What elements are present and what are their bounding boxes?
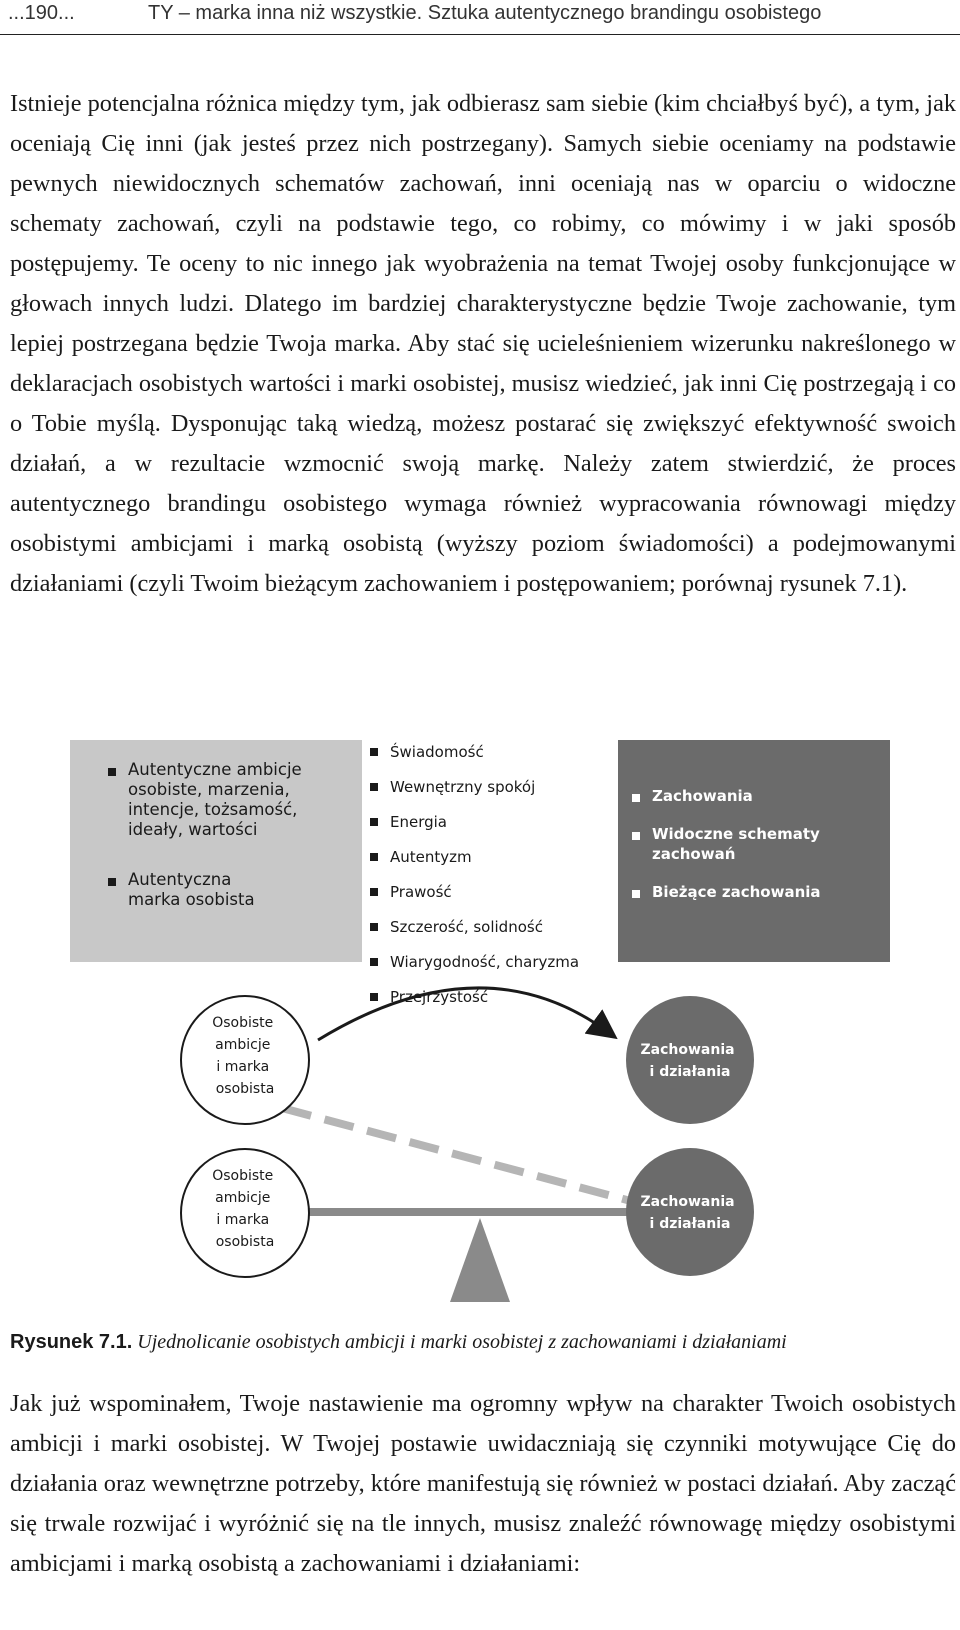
quality-item: Autentyzm (362, 847, 579, 867)
running-header (8, 0, 952, 26)
circle-label-line: Osobiste (212, 1015, 274, 1031)
running-title: TY – marka inna niż wszystkie. Sztuka autentycznego brandingu osobistego (148, 2, 822, 24)
quality-item: Świadomość (362, 742, 579, 762)
quality-item: Wiarygodność, charyzma (362, 952, 579, 972)
circle-label-line: i marka (216, 1212, 270, 1228)
quality-item: Szczerość, solidność (362, 917, 579, 937)
quality-item: Energia (362, 812, 579, 832)
behaviors-item: Zachowania (624, 786, 832, 806)
circle-label-line: ambicje (215, 1190, 271, 1206)
circle-label-line: i działania (649, 1064, 731, 1080)
balance-scale (0, 730, 960, 1320)
beam-tilted (282, 1108, 642, 1204)
circle-label-line: Zachowania (640, 1042, 735, 1058)
actions-circle-top (626, 996, 754, 1124)
quality-item: Prawość (362, 882, 579, 902)
fulcrum-icon (450, 1218, 510, 1302)
ambitions-item: Autentyczne ambicje osobiste, marzenia, intencje, tożsamość, ideały, wartości (100, 760, 318, 840)
circle-label-line: ambicje (215, 1037, 271, 1053)
circle-label-line: osobista (215, 1234, 275, 1250)
ambitions-item: Autentyczna marka osobista (100, 870, 278, 910)
header-rule (0, 34, 960, 35)
figure-caption (10, 1326, 956, 1358)
figure-7-1 (0, 730, 960, 1320)
circle-label-line: osobista (215, 1081, 275, 1097)
behaviors-item: Widoczne schematy zachowań (624, 824, 832, 864)
circle-label-line: Osobiste (212, 1168, 274, 1184)
circle-label-line: Zachowania (640, 1194, 735, 1210)
quality-item: Wewnętrzny spokój (362, 777, 579, 797)
caption-text: Ujednolicanie osobistych ambicji i marki osobistej z zachowaniami i działaniami (137, 1331, 787, 1353)
circle-label-line: i marka (216, 1059, 270, 1075)
actions-circle-bottom (626, 1148, 754, 1276)
body-paragraph-2: Jak już wspominałem, Twoje nastawienie ma ogromny wpływ na charakter Twoich osobistych ambicji i marki osobistej. W Twojej postawie uwidaczniają się czynniki motywujące Cię do działania oraz wewnętrzne potrzeby, które manifestują się również w postaci działań. Aby zacząć się trwale rozwijać i wyróżnić się na tle innych, musisz znaleźć równowagę między osobistymi ambicjami i marką osobistą a zachowaniami i działaniami: (10, 1390, 956, 1577)
quality-item: Przejrzystość (362, 987, 579, 1007)
circle-label-line: i działania (649, 1216, 731, 1232)
page-number: ...190... (8, 2, 75, 24)
behaviors-item: Bieżące zachowania (624, 882, 832, 902)
curved-arrow (318, 988, 608, 1040)
caption-label: Rysunek 7.1. (10, 1331, 133, 1353)
body-paragraph-1: Istnieje potencjalna różnica między tym, jak odbierasz sam siebie (kim chciałbyś być), a tym, jak oceniają Cię inni (jak jesteś przez nich postrzegany). Samych siebie oceniamy na podstawie pewnych niewidocznych schematów zachowań, inni oceniają nas w oparciu o widoczne schematy zachowań, czyli na podstawie tego, co robimy, co mówimy i w jaki sposób postępujemy. Te oceny to nic innego jak wyobrażenia na temat Twojej osoby funkcjonujące w głowach innych ludzi. Dlatego im bardziej charakterystyczne będzie Twoje zachowanie, tym lepiej postrzegana będzie Twoja marka. Aby stać się ucieleśnieniem wizerunku nakreślonego w deklaracjach osobistych wartości i marki osobistej, musisz wiedzieć, jak inni Cię postrzegają i co o Tobie myślą. Dysponując taką wiedzą, możesz postarać się zwiększyć efektywność swoich działań, a w rezultacie wzmocnić swoją markę. Należy zatem stwierdzić, że proces autentycznego brandingu osobistego wymaga również wypracowania równowagi między osobistymi ambicjami i marką osobistą (wyższy poziom świadomości) a podejmowanymi działaniami (czyli Twoim bieżącym zachowaniem i postępowaniem; porównaj rysunek 7.1). (10, 90, 956, 597)
